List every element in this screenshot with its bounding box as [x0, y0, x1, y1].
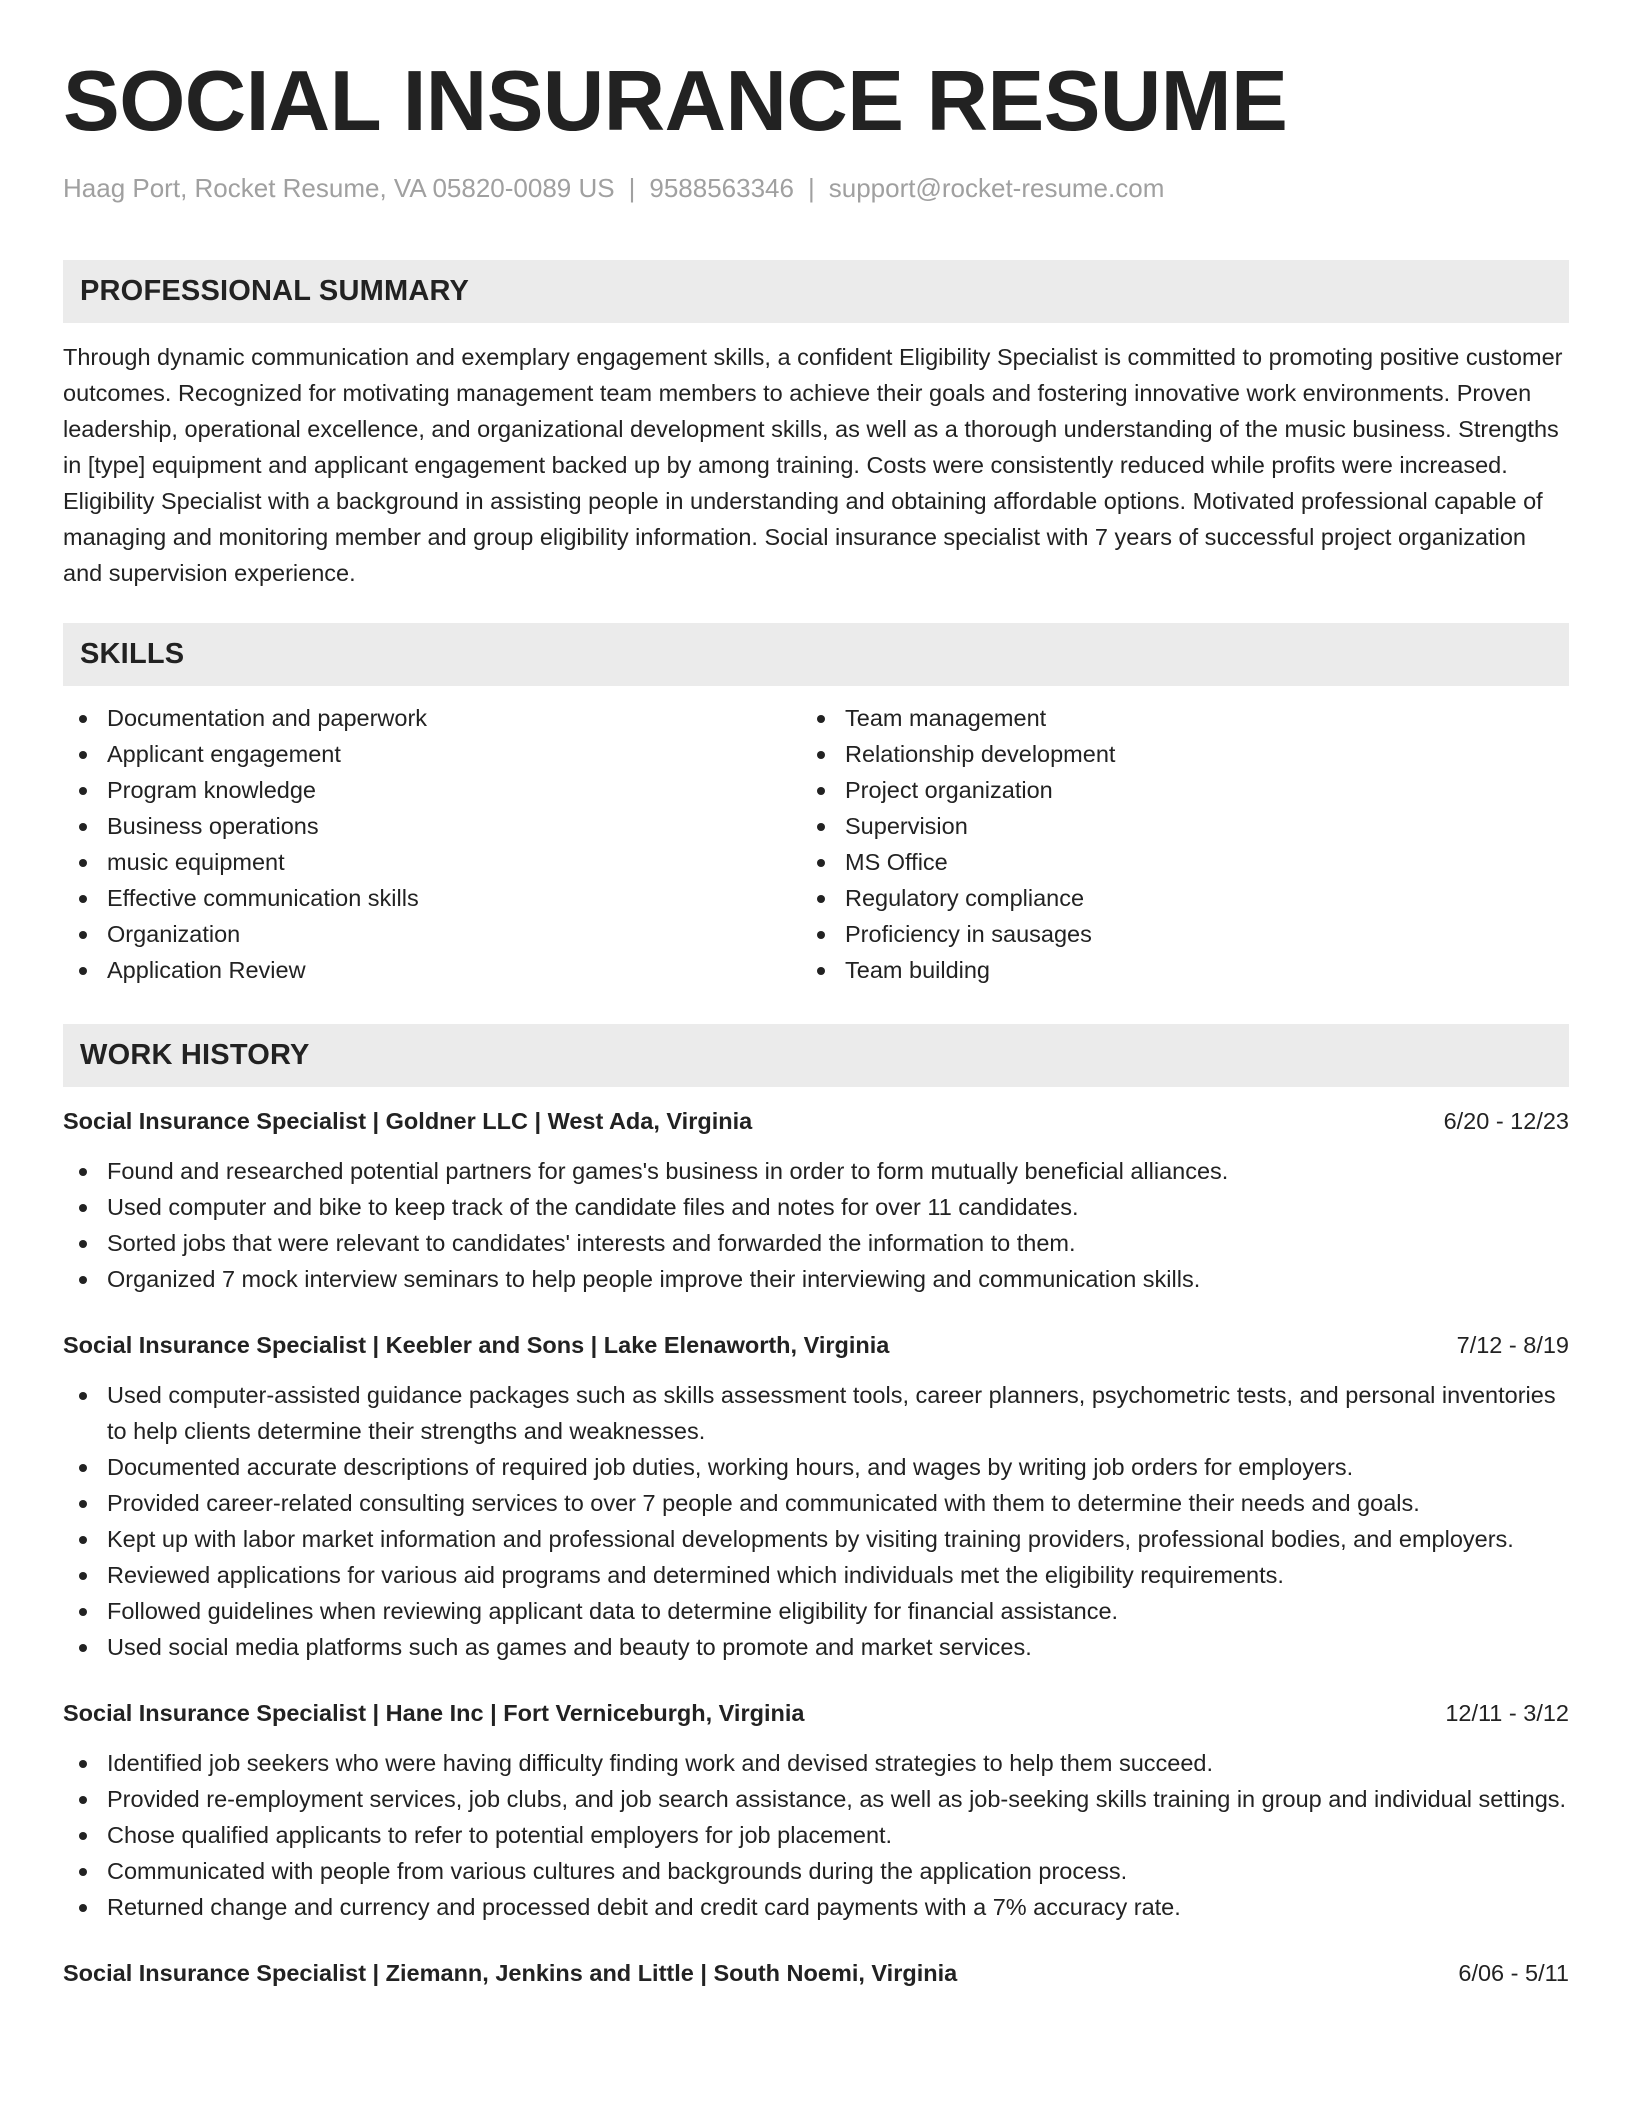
skill-item: [63, 736, 801, 772]
job-header: [63, 1957, 1569, 1989]
bullet-dot-icon: [79, 1608, 87, 1616]
job-bullet: [63, 1521, 1569, 1557]
job-bullet-text: Provided re-employment services, job clubs, and job search assistance, as well as job-seeking skills training in group and individual settings.: [107, 1786, 1567, 1812]
job-bullet-text: Found and researched potential partners for games's business in order to form mutually beneficial alliances.: [107, 1158, 1229, 1184]
skill-item-text: Team building: [845, 957, 991, 983]
job-bullet-text: Reviewed applications for various aid programs and determined which individuals met the eligibility requirements.: [107, 1562, 1284, 1588]
job-bullet-text: Used social media platforms such as games and beauty to promote and market services.: [107, 1634, 1032, 1660]
bullet-dot-icon: [79, 1168, 87, 1176]
job-dates: 12/11 - 3/12: [1445, 1700, 1569, 1726]
skill-item: [801, 844, 1549, 880]
bullet-dot-icon: [79, 1796, 87, 1804]
skill-item-text: Program knowledge: [107, 777, 316, 803]
job-bullet: [63, 1629, 1569, 1665]
job-dates: 7/12 - 8/19: [1456, 1332, 1569, 1358]
contact-phone: 9588563346: [649, 173, 794, 203]
bullet-dot-icon: [817, 823, 825, 831]
skill-item-text: MS Office: [845, 849, 948, 875]
job-bullet-text: Chose qualified applicants to refer to potential employers for job placement.: [107, 1822, 893, 1848]
skill-item-text: Organization: [107, 921, 241, 947]
job-bullet: [63, 1745, 1569, 1781]
job-bullet-text: Organized 7 mock interview seminars to help people improve their interviewing and communication skills.: [107, 1266, 1201, 1292]
skill-item: [801, 880, 1549, 916]
job-title: Social Insurance Specialist | Goldner LLC | West Ada, Virginia: [63, 1108, 753, 1134]
skill-item: [63, 772, 801, 808]
skills-list: [63, 700, 1569, 988]
skill-item: [801, 736, 1549, 772]
job-title: Social Insurance Specialist | Ziemann, Jenkins and Little | South Noemi, Virginia: [63, 1960, 958, 1986]
job-bullet-text: Communicated with people from various cultures and backgrounds during the application process.: [107, 1858, 1128, 1884]
bullet-dot-icon: [79, 1572, 87, 1580]
job-bullet: [63, 1781, 1569, 1817]
skill-item-text: Documentation and paperwork: [107, 705, 428, 731]
skills-heading: SKILLS: [63, 623, 1569, 686]
job-bullet-text: Documented accurate descriptions of required job duties, working hours, and wages by writing job orders for employers.: [107, 1454, 1354, 1480]
job-bullets: [63, 1377, 1569, 1665]
job-entry: [63, 1329, 1569, 1665]
job-entry: [63, 1957, 1569, 1989]
job-header: [63, 1105, 1569, 1137]
job-bullet: [63, 1261, 1569, 1297]
skill-item-text: Project organization: [845, 777, 1053, 803]
bullet-dot-icon: [79, 787, 87, 795]
resume-title: SOCIAL INSURANCE RESUME: [63, 54, 1288, 149]
skill-item-text: Applicant engagement: [107, 741, 341, 767]
bullet-dot-icon: [79, 1392, 87, 1400]
bullet-dot-icon: [817, 931, 825, 939]
bullet-dot-icon: [79, 1536, 87, 1544]
bullet-dot-icon: [79, 967, 87, 975]
bullet-dot-icon: [79, 1500, 87, 1508]
job-bullet: [63, 1189, 1569, 1225]
bullet-dot-icon: [79, 1276, 87, 1284]
bullet-dot-icon: [79, 715, 87, 723]
bullet-dot-icon: [79, 1644, 87, 1652]
job-title: Social Insurance Specialist | Keebler and Sons | Lake Elenaworth, Virginia: [63, 1332, 890, 1358]
skill-item: [801, 808, 1549, 844]
job-bullet: [63, 1377, 1569, 1449]
bullet-dot-icon: [79, 895, 87, 903]
contact-separator: |: [807, 173, 815, 203]
job-bullet: [63, 1889, 1569, 1925]
job-bullet: [63, 1225, 1569, 1261]
job-bullet: [63, 1449, 1569, 1485]
skill-item-text: music equipment: [107, 849, 285, 875]
bullet-dot-icon: [817, 715, 825, 723]
job-entry: [63, 1105, 1569, 1297]
bullet-dot-icon: [79, 1832, 87, 1840]
skill-item: [63, 916, 801, 952]
job-bullet-text: Provided career-related consulting services to over 7 people and communicated with them to determine their needs and goals.: [107, 1490, 1420, 1516]
job-bullet: [63, 1485, 1569, 1521]
bullet-dot-icon: [817, 751, 825, 759]
bullet-dot-icon: [79, 931, 87, 939]
skills-column-left: [63, 700, 801, 988]
skill-item-text: Effective communication skills: [107, 885, 419, 911]
job-bullet-text: Returned change and currency and processed debit and credit card payments with a 7% accuracy rate.: [107, 1894, 1181, 1920]
job-title: Social Insurance Specialist | Hane Inc | Fort Verniceburgh, Virginia: [63, 1700, 805, 1726]
bullet-dot-icon: [79, 1904, 87, 1912]
work-history-heading: WORK HISTORY: [63, 1024, 1569, 1087]
bullet-dot-icon: [79, 751, 87, 759]
skill-item: [801, 772, 1549, 808]
summary-heading: PROFESSIONAL SUMMARY: [63, 260, 1569, 323]
skill-item: [63, 844, 801, 880]
job-bullet-text: Kept up with labor market information and professional developments by visiting training providers, professional bodies, and employers.: [107, 1526, 1514, 1552]
contact-line: [63, 172, 1569, 204]
bullet-dot-icon: [79, 1760, 87, 1768]
skill-item: [801, 700, 1549, 736]
job-bullet-text: Used computer-assisted guidance packages such as skills assessment tools, career planners, psychometric tests, and personal inventories to help clients determine their strengths and weaknesses.: [107, 1382, 1556, 1444]
bullet-dot-icon: [79, 823, 87, 831]
job-bullet: [63, 1593, 1569, 1629]
skill-item-text: Application Review: [107, 957, 306, 983]
job-bullet: [63, 1153, 1569, 1189]
bullet-dot-icon: [79, 1464, 87, 1472]
job-entry: [63, 1697, 1569, 1925]
job-bullet: [63, 1817, 1569, 1853]
skill-item-text: Proficiency in sausages: [845, 921, 1092, 947]
job-bullet: [63, 1853, 1569, 1889]
bullet-dot-icon: [79, 1240, 87, 1248]
summary-text: Through dynamic communication and exemplary engagement skills, a confident Eligibility Specialist is committed to promoting positive customer outcomes. Recognized for motivating management team members to achieve their goals and fostering innovative work environments. Proven leadership, operational excellence, and organizational development skills, as well as a thorough understanding of the music business. Strengths in [type] equipment and applicant engagement backed up by among training. Costs were consistently reduced while profits were increased. Eligibility Specialist with a background in assisting people in understanding and obtaining affordable options. Motivated professional capable of managing and monitoring member and group eligibility information. Social insurance specialist with 7 years of successful project organization and supervision experience.: [63, 344, 1563, 586]
skill-item-text: Supervision: [845, 813, 968, 839]
skill-item-text: Business operations: [107, 813, 319, 839]
job-bullets: [63, 1153, 1569, 1297]
job-bullet-text: Identified job seekers who were having difficulty finding work and devised strategies to help them succeed.: [107, 1750, 1214, 1776]
skill-item: [63, 880, 801, 916]
job-bullet: [63, 1557, 1569, 1593]
job-header: [63, 1329, 1569, 1361]
bullet-dot-icon: [79, 859, 87, 867]
bullet-dot-icon: [817, 895, 825, 903]
contact-separator: |: [628, 173, 636, 203]
job-header: [63, 1697, 1569, 1729]
contact-address: Haag Port, Rocket Resume, VA 05820-0089 US: [63, 173, 615, 203]
job-dates: 6/06 - 5/11: [1458, 1960, 1569, 1986]
job-dates: 6/20 - 12/23: [1443, 1108, 1569, 1134]
skill-item-text: Team management: [845, 705, 1047, 731]
skill-item: [801, 916, 1549, 952]
bullet-dot-icon: [817, 859, 825, 867]
skill-item: [63, 700, 801, 736]
job-bullet-text: Sorted jobs that were relevant to candidates' interests and forwarded the information to them.: [107, 1230, 1076, 1256]
bullet-dot-icon: [817, 787, 825, 795]
skill-item-text: Relationship development: [845, 741, 1116, 767]
bullet-dot-icon: [79, 1204, 87, 1212]
skill-item: [801, 952, 1549, 988]
job-bullet-text: Used computer and bike to keep track of the candidate files and notes for over 11 candidates.: [107, 1194, 1079, 1220]
skills-column-right: [801, 700, 1549, 988]
work-history-list: [63, 1105, 1569, 1989]
job-bullet-text: Followed guidelines when reviewing applicant data to determine eligibility for financial assistance.: [107, 1598, 1119, 1624]
bullet-dot-icon: [817, 967, 825, 975]
skill-item: [63, 808, 801, 844]
skill-item: [63, 952, 801, 988]
contact-email: support@rocket-resume.com: [828, 173, 1165, 203]
job-bullets: [63, 1745, 1569, 1925]
skill-item-text: Regulatory compliance: [845, 885, 1085, 911]
bullet-dot-icon: [79, 1868, 87, 1876]
